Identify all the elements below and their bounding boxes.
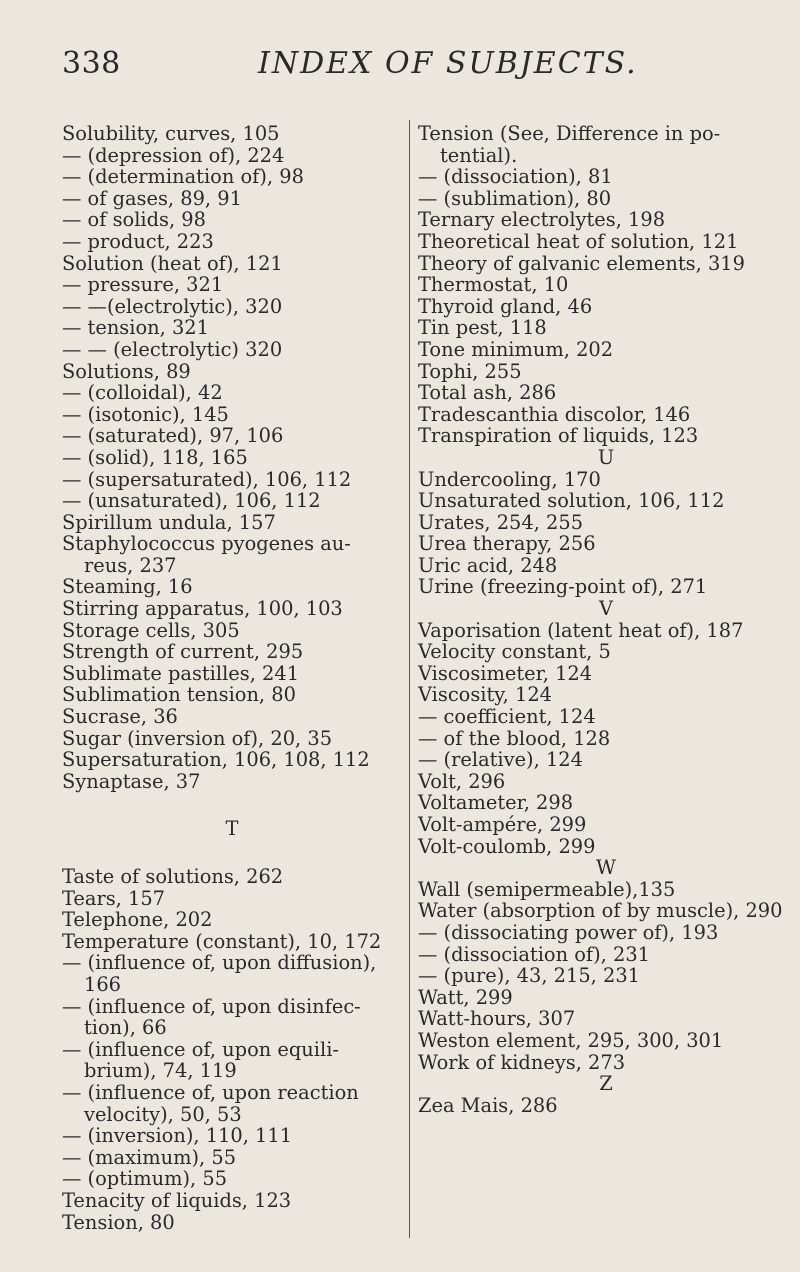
index-entry: Water (absorption of by muscle), 290 xyxy=(418,899,783,923)
index-group-w xyxy=(418,879,794,1073)
index-entry: — of gases, 89, 91 xyxy=(62,186,242,210)
index-entry: Supersaturation, 106, 108, 112 xyxy=(62,748,370,772)
index-entry: Vaporisation (latent heat of), 187 xyxy=(418,618,744,642)
index-entry: Uric acid, 248 xyxy=(418,553,558,577)
index-entry: Thermostat, 10 xyxy=(418,273,569,297)
index-entry: Solution (heat of), 121 xyxy=(62,251,283,275)
index-entry: Weston element, 295, 300, 301 xyxy=(418,1028,724,1052)
index-entry: Total ash, 286 xyxy=(418,381,557,405)
index-entry: — (dissociating power of), 193 xyxy=(418,920,719,944)
index-entry: — (solid), 118, 165 xyxy=(62,445,248,469)
index-entry: — (inversion), 110, 111 xyxy=(62,1124,293,1148)
column-divider xyxy=(409,120,410,1238)
index-entry: Tophi, 255 xyxy=(418,359,522,383)
index-entry: — (unsaturated), 106, 112 xyxy=(62,489,321,513)
index-entry: Watt, 299 xyxy=(418,985,513,1009)
index-entry: — (relative), 124 xyxy=(418,748,583,772)
index-entry: Tenacity of liquids, 123 xyxy=(62,1188,292,1212)
index-entry: — (influence of, upon reaction velocity), 50, 53 xyxy=(62,1080,359,1126)
index-entry: — (optimum), 55 xyxy=(62,1167,228,1191)
index-entry: — (influence of, upon equili- brium), 74, 119 xyxy=(62,1037,339,1083)
index-group-v xyxy=(418,620,794,858)
index-entry: Thyroid gland, 46 xyxy=(418,294,593,318)
index-entry: — (maximum), 55 xyxy=(62,1145,237,1169)
index-entry: Viscosimeter, 124 xyxy=(418,661,593,685)
index-entry: Sublimation tension, 80 xyxy=(62,683,296,707)
index-entry: Sucrase, 36 xyxy=(62,705,178,729)
right-column xyxy=(418,123,794,1116)
index-entry: Tension (See, Difference in po- tential). xyxy=(418,122,721,167)
index-group-s xyxy=(62,123,402,792)
index-entry: — (isotonic), 145 xyxy=(62,402,229,426)
index-entry: — (influence of, upon disinfec- tion), 66 xyxy=(62,994,361,1040)
section-letter-t: T xyxy=(225,817,239,841)
section-letter-z: Z xyxy=(599,1072,613,1096)
left-column xyxy=(62,123,402,1233)
page-number: 338 xyxy=(62,46,121,81)
index-entry: — (dissociation of), 231 xyxy=(418,942,651,966)
index-entry: Taste of solutions, 262 xyxy=(62,865,284,888)
index-entry: Tin pest, 118 xyxy=(418,316,547,340)
index-entry: Sugar (inversion of), 20, 35 xyxy=(62,726,333,750)
index-entry: — (pure), 43, 215, 231 xyxy=(418,964,641,988)
index-entry: Urine (freezing-point of), 271 xyxy=(418,575,708,599)
index-entry: Solubility, curves, 105 xyxy=(62,122,280,145)
index-entry: — (colloidal), 42 xyxy=(62,381,223,405)
index-group-u xyxy=(418,469,794,599)
index-entry: — product, 223 xyxy=(62,229,214,253)
index-entry: Theoretical heat of solution, 121 xyxy=(418,229,739,253)
index-entry: Velocity constant, 5 xyxy=(418,640,611,664)
index-entry: Stirring apparatus, 100, 103 xyxy=(62,597,343,621)
index-entry: — coefficient, 124 xyxy=(418,705,596,729)
index-entry: Spirillum undula, 157 xyxy=(62,510,276,534)
index-group-t-continued xyxy=(418,123,794,447)
index-entry: — —(electrolytic), 320 xyxy=(62,294,283,318)
index-entry: Synaptase, 37 xyxy=(62,769,201,793)
index-entry: Urea therapy, 256 xyxy=(418,532,596,556)
index-entry: — tension, 321 xyxy=(62,316,209,340)
index-entry: Undercooling, 170 xyxy=(418,467,601,491)
running-head-title: INDEX OF SUBJECTS. xyxy=(258,46,638,81)
page-header xyxy=(0,46,800,86)
index-entry: Storage cells, 305 xyxy=(62,618,240,642)
index-entry: Tension, 80 xyxy=(62,1210,175,1234)
index-entry: Temperature (constant), 10, 172 xyxy=(62,929,382,953)
index-entry: — — (electrolytic) 320 xyxy=(62,337,283,361)
index-entry: — of solids, 98 xyxy=(62,208,206,232)
index-entry: Solutions, 89 xyxy=(62,359,191,383)
index-entry: — (dissociation), 81 xyxy=(418,165,613,189)
index-entry: Volt-coulomb, 299 xyxy=(418,834,596,858)
index-entry: Theory of galvanic elements, 319 xyxy=(418,251,745,275)
index-entry: Strength of current, 295 xyxy=(62,640,304,664)
index-entry: Staphylococcus pyogenes au- reus, 237 xyxy=(62,532,351,577)
index-entry: Volt, 296 xyxy=(418,769,506,793)
index-entry: Sublimate pastilles, 241 xyxy=(62,661,300,685)
index-entry: Urates, 254, 255 xyxy=(418,510,584,534)
index-entry: Tradescanthia discolor, 146 xyxy=(418,402,691,426)
index-entry: Unsaturated solution, 106, 112 xyxy=(418,489,725,513)
section-letter-u: U xyxy=(597,445,615,469)
index-entry: Wall (semipermeable),135 xyxy=(418,877,676,901)
index-entry: Volt-ampére, 299 xyxy=(418,813,587,836)
index-entry: Tone minimum, 202 xyxy=(418,337,614,361)
index-entry: Zea Mais, 286 xyxy=(418,1093,558,1117)
index-entry: — pressure, 321 xyxy=(62,273,224,297)
index-entry: — (depression of), 224 xyxy=(62,143,285,167)
section-letter-v: V xyxy=(598,597,613,621)
index-entry: — of the blood, 128 xyxy=(418,726,611,750)
index-entry: Telephone, 202 xyxy=(62,908,213,932)
index-entry: Transpiration of liquids, 123 xyxy=(418,424,699,448)
index-entry: — (influence of, upon diffusion), 166 xyxy=(62,951,377,996)
index-entry: Watt-hours, 307 xyxy=(418,1007,576,1031)
index-entry: — (sublimation), 80 xyxy=(418,186,612,210)
index-entry: — (supersaturated), 106, 112 xyxy=(62,467,352,491)
index-group-z xyxy=(418,1095,794,1117)
index-entry: Voltameter, 298 xyxy=(418,791,574,815)
section-letter-w: W xyxy=(596,856,616,880)
index-entry: Work of kidneys, 273 xyxy=(418,1050,626,1074)
index-group-t xyxy=(62,866,402,1233)
index-entry: Steaming, 16 xyxy=(62,575,193,599)
index-entry: Viscosity, 124 xyxy=(418,683,553,707)
index-entry: Tears, 157 xyxy=(62,886,166,910)
index-entry: — (determination of), 98 xyxy=(62,165,304,189)
index-entry: Ternary electrolytes, 198 xyxy=(418,208,666,232)
index-entry: — (saturated), 97, 106 xyxy=(62,424,284,448)
